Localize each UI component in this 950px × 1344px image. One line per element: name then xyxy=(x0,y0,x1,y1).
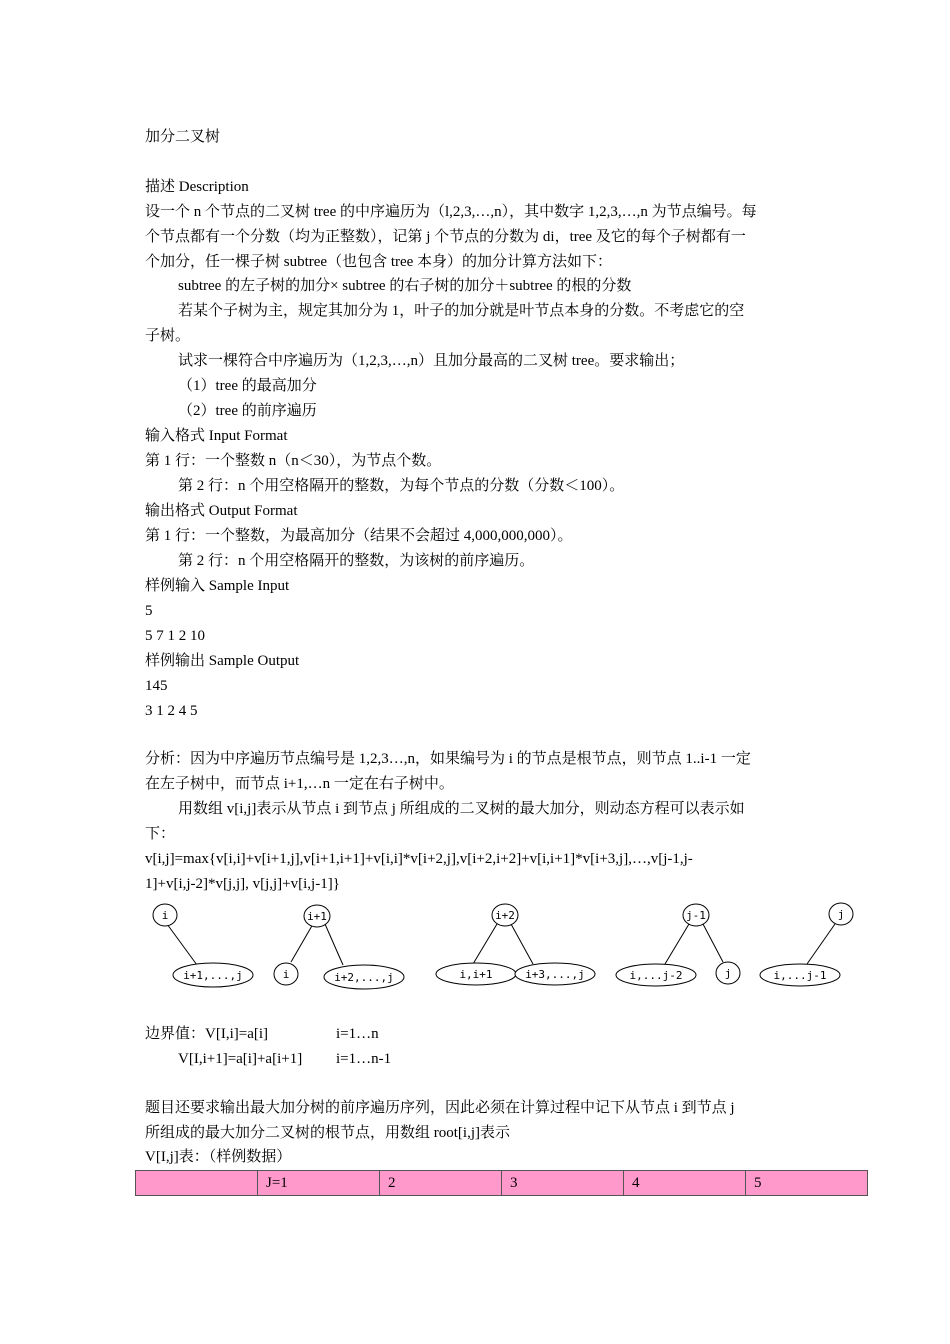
tree-node-label: i,...j-1 xyxy=(773,969,827,982)
table-header-cell xyxy=(136,1171,258,1196)
page-title: 加分二叉树 xyxy=(145,129,221,145)
root-note-text: 题目还要求输出最大加分树的前序遍历序列，因此必须在计算过程中记下从节点 i 到节点 j xyxy=(145,1100,735,1116)
v-table xyxy=(135,1170,868,1196)
table-header-cell: 2 xyxy=(380,1171,502,1196)
tree-node-label: j xyxy=(724,967,732,980)
tree-node-label: i+1,...,j xyxy=(183,969,243,982)
analysis-text: 下： xyxy=(145,826,176,842)
input-format-heading: 输入格式 Input Format xyxy=(145,428,288,444)
description-text: 若某个子树为主，规定其加分为 1，叶子的加分就是叶节点本身的分数。不考虑它的空 xyxy=(178,303,745,319)
tree-node-label: i+3,...,j xyxy=(525,968,585,981)
dp-equation: v[i,j]=max{v[i,i]+v[i+1,j],v[i+1,i+1]+v[i,i]*v[i+2,j],v[i+2,i+2]+v[i,i+1]*v[i+3,j],…,v[j-1,j- xyxy=(145,851,693,867)
boundary-range: i=1…n-1 xyxy=(336,1051,392,1067)
sample-output-line: 3 1 2 4 5 xyxy=(145,703,198,719)
input-format-line: 第 1 行：一个整数 n（n＜30），为节点个数。 xyxy=(145,453,442,469)
input-format-line: 第 2 行：n 个用空格隔开的整数，为每个节点的分数（分数＜100）。 xyxy=(178,478,625,494)
requirement-item: （2）tree 的前序遍历 xyxy=(178,403,317,419)
tree-node-label: j xyxy=(837,908,845,921)
tree-node-label: i,i+1 xyxy=(459,968,493,981)
sample-output-heading: 样例输出 Sample Output xyxy=(145,653,300,669)
tree-node-label: i xyxy=(161,909,169,922)
description-text: 个加分，任一棵子树 subtree（也包含 tree 本身）的加分计算方法如下： xyxy=(145,254,613,270)
description-text: 设一个 n 个节点的二叉树 tree 的中序遍历为（l,2,3,…,n），其中数字 1,2,3,…,n 为节点编号。每 xyxy=(145,204,757,220)
sample-input-line: 5 7 1 2 10 xyxy=(145,628,205,644)
analysis-text: 分析：因为中序遍历节点编号是 1,2,3…,n，如果编号为 i 的节点是根节点，则节点 1..i-1 一定 xyxy=(145,751,751,767)
table-header-cell: J=1 xyxy=(258,1171,380,1196)
score-formula: subtree 的左子树的加分× subtree 的右子树的加分＋subtree 的根的分数 xyxy=(178,278,632,294)
requirement-item: （1）tree 的最高加分 xyxy=(178,378,317,394)
tree-node-label: i+1 xyxy=(307,910,327,923)
description-text: 子树。 xyxy=(145,328,191,344)
dp-equation: 1]+v[i,j-2]*v[j,j], v[j,j]+v[i,j-1]} xyxy=(145,876,340,892)
table-header-cell: 3 xyxy=(502,1171,624,1196)
output-format-line: 第 1 行：一个整数，为最高加分（结果不会超过 4,000,000,000）。 xyxy=(145,528,573,544)
analysis-text: 在左子树中，而节点 i+1,…n 一定在右子树中。 xyxy=(145,776,454,792)
table-caption: V[I,j]表：（样例数据） xyxy=(145,1149,292,1165)
sample-input-heading: 样例输入 Sample Input xyxy=(145,578,290,594)
sample-output-line: 145 xyxy=(145,678,168,694)
sample-input-line: 5 xyxy=(145,603,153,619)
tree-node-label: i+2 xyxy=(495,909,515,922)
description-text: 个节点都有一个分数（均为正整数），记第 j 个节点的分数为 di，tree 及它的每个子树都有一 xyxy=(145,229,746,245)
table-header-cell: 4 xyxy=(624,1171,746,1196)
boundary-text: 边界值：V[I,i]=a[i] xyxy=(145,1026,269,1042)
tree-node-label: i+2,...,j xyxy=(334,971,394,984)
output-format-heading: 输出格式 Output Format xyxy=(145,503,298,519)
output-format-line: 第 2 行：n 个用空格隔开的整数，为该树的前序遍历。 xyxy=(178,553,535,569)
analysis-text: 用数组 v[i,j]表示从节点 i 到节点 j 所组成的二叉树的最大加分，则动态方程可以表示如 xyxy=(178,801,745,817)
table-header-cell: 5 xyxy=(746,1171,868,1196)
boundary-text: V[I,i+1]=a[i]+a[i+1] xyxy=(178,1051,303,1067)
root-note-text: 所组成的最大加分二叉树的根节点，用数组 root[i,j]表示 xyxy=(145,1125,510,1141)
tree-node-label: i xyxy=(282,968,290,981)
table-header-row xyxy=(136,1171,868,1196)
tree-node-label: i,...j-2 xyxy=(629,969,683,982)
boundary-range: i=1…n xyxy=(336,1026,379,1042)
description-text: 试求一棵符合中序遍历为（1,2,3,…,n）且加分最高的二叉树 tree。要求输出； xyxy=(178,353,685,369)
tree-node-label: j-1 xyxy=(686,909,706,922)
tree-diagrams xyxy=(145,900,865,1000)
description-heading: 描述 Description xyxy=(145,179,249,195)
